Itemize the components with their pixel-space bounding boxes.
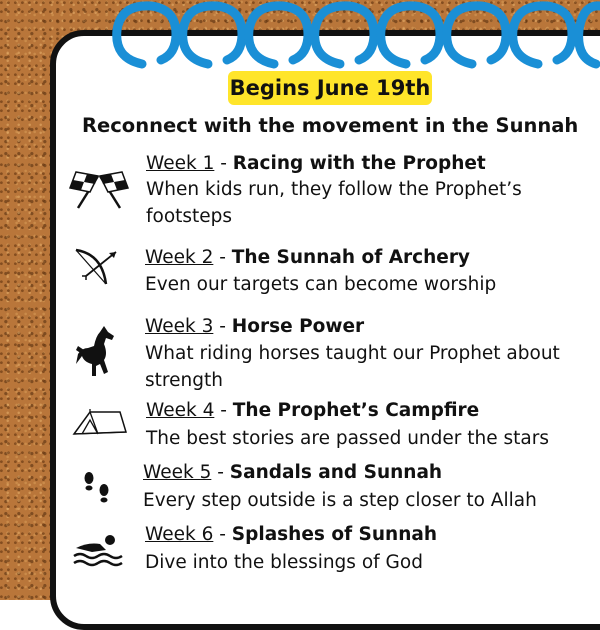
week-1-separator: - — [214, 153, 233, 174]
week-3-description: What riding horses taught our Prophet about strength — [145, 343, 560, 391]
week-4-title: The Prophet’s Campfire — [232, 400, 480, 421]
week-6-title: Splashes of Sunnah — [231, 524, 438, 545]
week-5-description: Every step outside is a step closer to Allah — [143, 490, 537, 511]
week-6-label: Week 6 — [145, 524, 214, 545]
week-1-label: Week 1 — [146, 153, 215, 174]
week-6-separator: - — [213, 524, 232, 545]
week-3-label: Week 3 — [145, 316, 214, 337]
week-5-title: Sandals and Sunnah — [229, 462, 443, 483]
spiral-ring — [513, 6, 572, 64]
tent-icon — [72, 408, 128, 438]
week-2-title-line — [145, 247, 470, 268]
bow-and-arrow-icon — [72, 246, 122, 290]
spiral-ring — [381, 6, 440, 64]
week-4-label: Week 4 — [146, 400, 215, 421]
footprints-icon — [82, 472, 112, 508]
week-4-separator: - — [214, 400, 233, 421]
spiral-binding — [0, 0, 600, 80]
week-3-title-line — [145, 316, 364, 337]
spiral-ring — [249, 6, 308, 64]
page-headline: Reconnect with the movement in the Sunnah — [82, 114, 579, 137]
week-4-title-line — [146, 400, 479, 421]
spiral-ring — [447, 6, 506, 64]
checkered-flags-icon — [68, 170, 130, 210]
week-4-description: The best stories are passed under the stars — [146, 428, 549, 449]
week-3-title: Horse Power — [231, 316, 365, 337]
week-3-separator: - — [213, 316, 232, 337]
week-2-label: Week 2 — [145, 247, 214, 268]
week-2-title: The Sunnah of Archery — [231, 247, 470, 268]
week-6-description: Dive into the blessings of God — [145, 552, 423, 573]
week-2-description: Even our targets can become worship — [145, 274, 497, 295]
spiral-ring — [117, 6, 176, 64]
week-5-separator: - — [211, 462, 230, 483]
horse-icon — [74, 324, 120, 380]
start-date-badge: Begins June 19th — [228, 71, 432, 105]
spiral-ring — [183, 6, 242, 64]
spiral-ring — [315, 6, 374, 64]
week-1-title-line — [146, 153, 486, 174]
week-1-description: When kids run, they follow the Prophet’s footsteps — [146, 179, 522, 227]
week-5-title-line — [143, 462, 442, 483]
spiral-ring — [579, 6, 600, 64]
swimmer-icon — [72, 534, 124, 568]
week-5-label: Week 5 — [143, 462, 212, 483]
week-2-separator: - — [213, 247, 232, 268]
week-6-title-line — [145, 524, 437, 545]
week-1-title: Racing with the Prophet — [232, 153, 486, 174]
